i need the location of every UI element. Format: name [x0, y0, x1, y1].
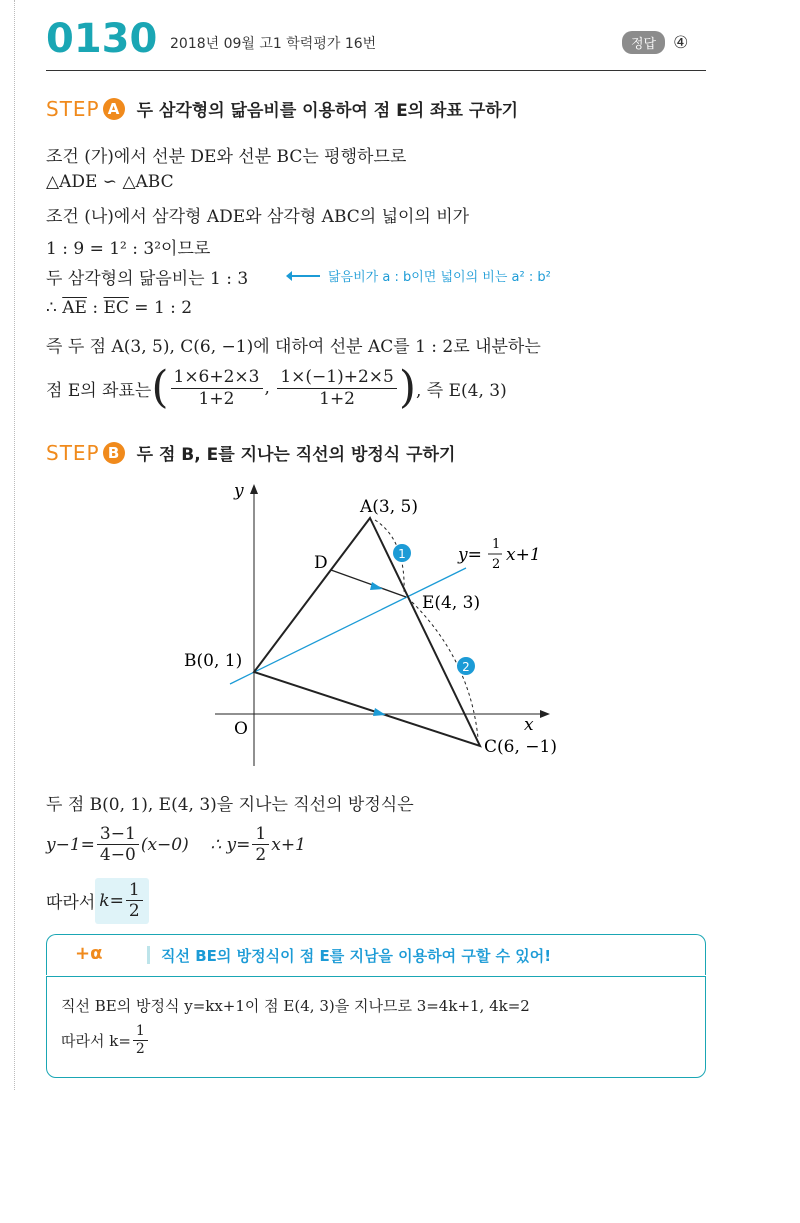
ratio-colon: :: [86, 298, 104, 318]
segment-ratio: [46, 298, 192, 318]
note-text: 닮음비가 a : b이면 넓이의 비는 a² : b²: [328, 270, 551, 285]
ratio-value: = 1 : 2: [128, 298, 193, 318]
de-arrow-icon: [370, 582, 383, 590]
segment-ae: $\overline{AE}$: [62, 298, 87, 318]
segment-ec: $\overline{EC}$: [103, 298, 129, 318]
step-a-title: 두 삼각형의 닮음비를 이용하여 점 E의 좌표 구하기: [136, 101, 519, 121]
coord-x-numerator: 1×6+2×3: [171, 367, 263, 388]
slope-fraction: [97, 824, 139, 866]
step-b-title: 두 점 B, E를 지나는 직선의 방정식 구하기: [136, 445, 456, 465]
tip-k-fraction: [133, 1023, 148, 1058]
line-eq-suffix: x+1: [506, 545, 541, 565]
plus-alpha-icon: +α: [75, 943, 103, 964]
conclusion-prefix: 따라서: [46, 893, 96, 914]
coord-prefix: 점 E의 좌표는: [46, 380, 152, 401]
step-a-line-5: 두 삼각형의 닮음비는 1 : 3: [46, 269, 249, 289]
coord-result: , 즉 E(4, 3): [416, 380, 507, 401]
eq-right: (x−0) ∴ y=: [140, 834, 251, 855]
problem-number: 0130: [46, 16, 158, 62]
problem-source: 2018년 09월 고1 학력평가 16번: [170, 36, 377, 52]
tip-k-numerator: 1: [133, 1023, 148, 1041]
y-axis-arrow-icon: [250, 484, 258, 494]
tip-box-header: [46, 934, 706, 975]
point-d-label: D: [314, 553, 328, 573]
segment-de: [331, 570, 406, 597]
eq-left: y−1=: [46, 834, 95, 855]
coord-y-denominator: 1+2: [319, 388, 356, 409]
left-paren: (: [151, 362, 169, 413]
margin-rule: [14, 0, 15, 1090]
marker-1-label: 1: [398, 547, 406, 561]
coord-x-denominator: 1+2: [198, 388, 235, 409]
step-b-letter: B: [103, 442, 125, 464]
triangle-abc: [254, 518, 480, 746]
marker-2-label: 2: [462, 660, 470, 674]
header-divider: [46, 70, 706, 71]
slope-denominator: 4−0: [99, 845, 136, 866]
coordinate-figure: [170, 470, 590, 774]
therefore-sign: ∴: [46, 298, 63, 318]
point-c-label: C(6, −1): [484, 737, 557, 757]
result-numerator: 1: [252, 824, 269, 845]
y-axis-label: y: [234, 481, 244, 501]
bc-arrow-icon: [373, 708, 386, 716]
result-fraction: [252, 824, 269, 866]
k-fraction: [126, 880, 143, 922]
line-eq-num: 1: [492, 537, 501, 552]
point-a-label: A(3, 5): [360, 497, 418, 517]
step-a-heading: [46, 96, 518, 121]
coord-y-fraction: [277, 367, 397, 409]
step-b-equation: [46, 824, 306, 866]
conclusion-line: [46, 878, 149, 924]
eq-tail: x+1: [271, 834, 306, 855]
similarity-note: [290, 266, 551, 285]
x-axis-arrow-icon: [540, 710, 550, 718]
coord-comma: ,: [264, 378, 276, 398]
answer-badge: 정답: [622, 31, 665, 54]
right-paren: ): [398, 362, 416, 413]
coord-y-numerator: 1×(−1)+2×5: [277, 367, 397, 388]
line-eq-den: 2: [492, 557, 501, 572]
result-denominator: 2: [255, 845, 267, 866]
step-b-line-1: 두 점 B(0, 1), E(4, 3)을 지나는 직선의 방정식은: [46, 795, 414, 815]
tip-box-body: [46, 976, 706, 1078]
tip-line-1: 직선 BE의 방정식 y=kx+1이 점 E(4, 3)을 지나므로 3=4k+1, 4k=2: [61, 997, 530, 1015]
line-eq-prefix: y=: [458, 545, 482, 565]
step-a-line-2: △ADE ∽ △ABC: [46, 172, 174, 192]
answer-area: [622, 31, 688, 54]
point-b-label: B(0, 1): [184, 651, 243, 671]
point-e-label: E(4, 3): [422, 593, 481, 613]
header-bar: [147, 946, 150, 964]
step-a-line-4: 1 : 9 = 1² : 3²이므로: [46, 239, 211, 259]
tip-line-2-prefix: 따라서 k=: [61, 1031, 131, 1050]
answer-value: ④: [673, 32, 689, 53]
tip-box-title: 직선 BE의 방정식이 점 E를 지남을 이용하여 구할 수 있어!: [161, 947, 552, 965]
tip-line-2: [61, 1023, 150, 1058]
step-a-label: STEP: [46, 96, 100, 121]
origin-label: O: [234, 719, 248, 739]
step-a-line-3: 조건 (나)에서 삼각형 ADE와 삼각형 ABC의 넓이의 비가: [46, 207, 470, 227]
k-denominator: 2: [128, 901, 140, 922]
tip-k-denominator: 2: [135, 1040, 145, 1057]
step-b-label: STEP: [46, 440, 100, 465]
step-a-letter: A: [103, 98, 125, 120]
left-arrow-icon: [290, 275, 320, 277]
coordinate-formula: [46, 362, 507, 413]
x-axis-label: x: [524, 715, 534, 735]
slope-numerator: 3−1: [97, 824, 139, 845]
k-label: k=: [99, 890, 124, 911]
step-b-heading: [46, 440, 455, 465]
k-numerator: 1: [126, 880, 143, 901]
coord-x-fraction: [171, 367, 263, 409]
internal-division-line: 즉 두 점 A(3, 5), C(6, −1)에 대하여 선분 AC를 1 : 2로 내분하는: [46, 337, 541, 357]
line-be: [230, 568, 466, 684]
step-a-line-1: 조건 (가)에서 선분 DE와 선분 BC는 평행하므로: [46, 147, 407, 167]
answer-highlight: [95, 878, 148, 924]
